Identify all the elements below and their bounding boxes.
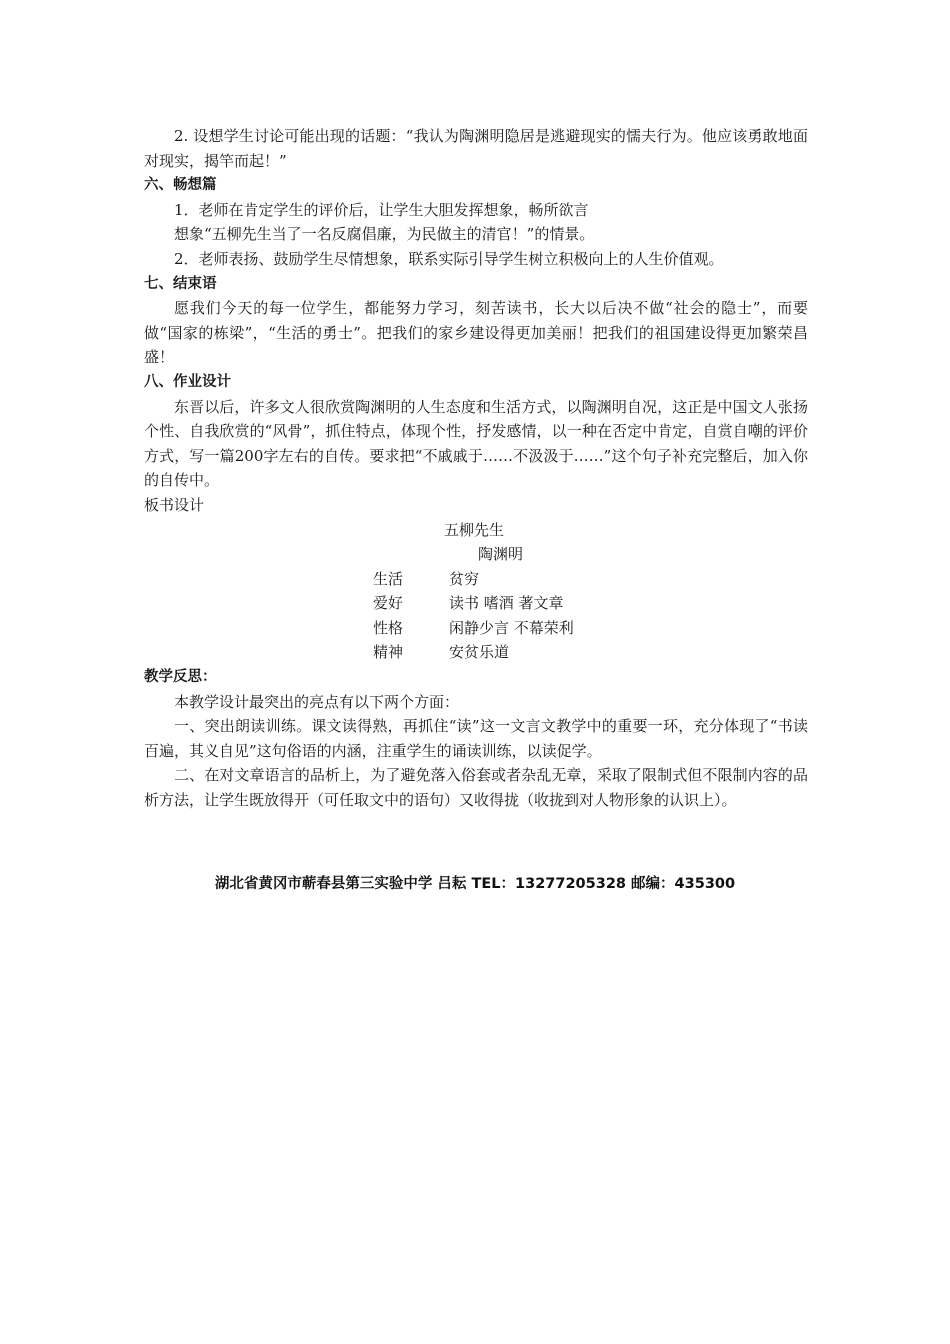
board-author: 陶渊明 bbox=[478, 545, 524, 564]
board-row bbox=[144, 591, 808, 616]
board-row bbox=[144, 616, 808, 641]
board-heading: 板书设计 bbox=[144, 495, 205, 514]
paragraph-imagine-1: 1．老师在肯定学生的评价后，让学生大胆发挥想象，畅所欲言 bbox=[174, 200, 589, 219]
section-heading-7: 七、结束语 bbox=[144, 275, 217, 292]
board-row-value: 贫穷 bbox=[449, 569, 480, 588]
section-heading-6: 六、畅想篇 bbox=[144, 177, 217, 194]
reflection-point-1: 一、突出朗读训练。课文读得熟，再抓住“读”这一文言文教学中的重要一环，充分体现了“书读百遍，其义自见”这句俗语的内涵，注重学生的诵读训练，以读促学。 bbox=[144, 717, 808, 760]
reflection-intro: 本教学设计最突出的亮点有以下两个方面： bbox=[174, 692, 460, 711]
board-row-value: 读书 嗜酒 著文章 bbox=[449, 594, 564, 613]
author-contact-footer: 湖北省黄冈市蕲春县第三实验中学 吕耘 TEL：13277205328 邮编：435300 bbox=[214, 876, 736, 892]
reflection-point-2: 二、在对文章语言的品析上，为了避免落入俗套或者杂乱无章，采取了限制式但不限制内容的品析方法，让学生既放得开（可任取文中的语句）又收得拢（收拢到对人物形象的认识上）。 bbox=[144, 766, 808, 810]
paragraph-imagine-2: 2．老师表扬、鼓励学生尽情想象，联系实际引导学生树立积极向上的人生价值观。 bbox=[174, 249, 724, 268]
paragraph-topic: 2. 设想学生讨论可能出现的话题：“我认为陶渊明隐居是逃避现实的懦夫行为。他应该勇敢地面对现实，揭竿而起！” bbox=[144, 127, 808, 170]
board-row bbox=[144, 640, 808, 665]
board-row-key: 爱好 bbox=[373, 594, 404, 613]
paragraph-closing: 愿我们今天的每一位学生，都能努力学习，刻苦读书，长大以后决不做“社会的隐士”，而要做“国家的栋梁”，“生活的勇士”。把我们的家乡建设得更加美丽！把我们的祖国建设得更加繁荣昌盛！ bbox=[144, 299, 808, 367]
board-title: 五柳先生 bbox=[444, 520, 505, 539]
board-row bbox=[144, 567, 808, 592]
board-row-value: 安贫乐道 bbox=[449, 643, 510, 662]
document-body bbox=[144, 124, 808, 813]
board-row-key: 性格 bbox=[373, 618, 404, 637]
paragraph-homework: 东晋以后，许多文人很欣赏陶渊明的人生态度和生活方式，以陶渊明自况，这正是中国文人张扬个性、自我欣赏的“风骨”，抓住特点，体现个性，抒发感情，以一种在否定中肯定，自赏自嘲的评价方式，写一篇200字左右的自传。要求把“不戚戚于……不汲汲于……”这个句子补充完整后，加入你的自传中。 bbox=[144, 397, 808, 490]
board-row-value: 闲静少言 不幕荣利 bbox=[449, 618, 574, 637]
paragraph-imagine-1b: 想象“五柳先生当了一名反腐倡廉，为民做主的清官！”的情景。 bbox=[174, 225, 595, 244]
board-row-key: 生活 bbox=[373, 569, 404, 588]
board-row-key: 精神 bbox=[373, 643, 404, 662]
reflection-heading: 教学反思： bbox=[144, 669, 217, 686]
section-heading-8: 八、作业设计 bbox=[144, 373, 231, 390]
